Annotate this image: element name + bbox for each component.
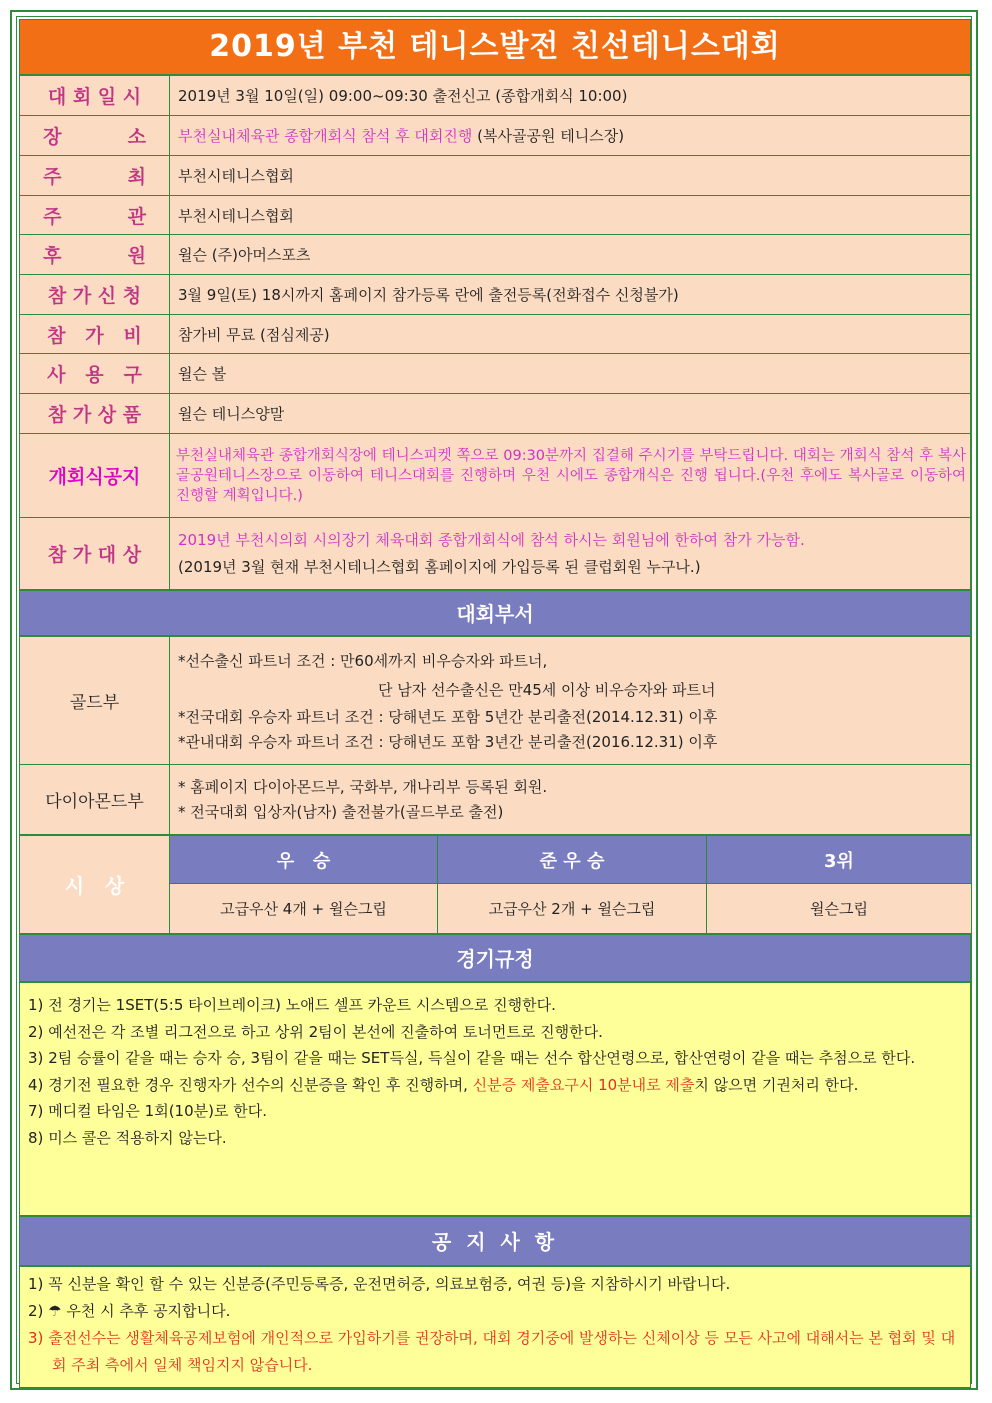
- division-label: 골드부: [20, 637, 170, 765]
- rule-line: *관내대회 우승자 파트너 조건 : 당해년도 포함 3년간 분리출전(2016.12.31) 이후: [178, 732, 718, 751]
- award-value: 고급우산 4개 + 윌슨그립: [170, 884, 438, 934]
- rules-header: 경기규정: [19, 934, 971, 982]
- notice-item: [26, 1298, 964, 1325]
- rule-item: [26, 1045, 964, 1072]
- rule-item: [26, 1019, 964, 1046]
- info-label: 사 용 구: [20, 354, 170, 394]
- opening-notice-text: 부천실내체육관 종합개회식장에 테니스피켓 쪽으로 09:30분까지 집결해 주시기를 부탁드립니다. 대회는 개회식 참석 후 복사골공원테니스장으로 이동하여 테니스대회를 진행하며 우천 시에도 종합개식은 진행 됩니다.(우천 후에도 복사골로 이동하여 진행할 계획입니다.): [170, 434, 971, 518]
- info-label: 후 원: [20, 235, 170, 275]
- venue-note: (복사골공원 테니스장): [472, 127, 625, 145]
- info-value: 참가비 무료 (점심제공): [170, 315, 971, 354]
- awards-header-row: [20, 836, 972, 884]
- division-row-gold: [20, 637, 971, 765]
- info-label: 장 소: [20, 116, 170, 156]
- notice-text: 우천 시 추후 공지합니다.: [66, 1302, 231, 1320]
- notice-item: [26, 1271, 964, 1298]
- info-label: 주 최: [20, 156, 170, 196]
- rule-line: *선수출신 파트너 조건 : 만60세까지 비우승자와 파트너,: [178, 651, 548, 670]
- notice-number: 3): [28, 1329, 44, 1347]
- rule-item: [26, 1072, 964, 1099]
- rule-number: 8): [28, 1128, 44, 1147]
- info-value: [170, 518, 971, 590]
- info-value: [170, 116, 971, 156]
- award-value: 윌슨그립: [707, 884, 972, 934]
- eligibility-line-2: (2019년 3월 현재 부천시테니스협회 홈페이지에 가입등록 된 클럽회원 누구나.): [178, 557, 701, 576]
- award-header: 우 승: [170, 836, 438, 884]
- info-value: 부천시테니스협회: [170, 156, 971, 196]
- info-row-sponsor: [20, 235, 971, 275]
- rule-text: 전 경기는 1SET(5:5 타이브레이크) 노애드 셀프 카운트 시스템으로 진행한다.: [48, 996, 556, 1014]
- info-label: 참 가 신 청: [20, 275, 170, 315]
- info-value: 2019년 3월 10일(일) 09:00~09:30 출전신고 (종합개회식 10:00): [170, 76, 971, 116]
- rule-number: 1): [28, 996, 44, 1014]
- info-value: 윌슨 (주)아머스포츠: [170, 235, 971, 275]
- rule-line: *전국대회 우승자 파트너 조건 : 당해년도 포함 5년간 분리출전(2014.12.31) 이후: [178, 707, 718, 726]
- rule-item: [26, 992, 964, 1019]
- venue-highlight: 부천실내체육관 종합개회식 참석 후 대회진행: [178, 127, 473, 145]
- info-row-gift: [20, 394, 971, 434]
- rule-line: 단 남자 선수출신은 만45세 이상 비우승자와 파트너: [378, 680, 716, 699]
- info-label: 주 관: [20, 196, 170, 235]
- notices-list: [19, 1266, 971, 1388]
- info-row-fee: [20, 315, 971, 354]
- eligibility-line-1: 2019년 부천시의회 시의장기 체육대회 종합개회식에 참석 하시는 회원님에 한하여 참가 가능함.: [178, 530, 805, 549]
- notice-text: 출전선수는 생활체육공제보험에 개인적으로 가입하기를 권장하며, 대회 경기중에 발생하는 신체이상 등 모든 사고에 대해서는 본 협회 및 대회 주최 측에서 일체 책임지지 않습니다.: [48, 1329, 956, 1374]
- rule-text-highlight: 신분증 제출요구시 10분내로 제출: [472, 1075, 695, 1094]
- info-table: [19, 75, 971, 590]
- info-value: 3월 9일(토) 18시까지 홈페이지 참가등록 란에 출전등록(전화접수 신청불가): [170, 275, 971, 315]
- rule-item: [26, 1125, 964, 1152]
- info-label: 개회식공지: [20, 434, 170, 518]
- rule-text: 2팀 승률이 같을 때는 승자 승, 3팀이 같을 때는 SET득실, 득실이 같을 때는 선수 합산연령으로, 합산연령이 같을 때는 추첨으로 한다.: [48, 1049, 916, 1067]
- rules-list: [19, 982, 971, 1216]
- division-rules: [170, 765, 971, 835]
- tournament-flyer: [19, 19, 971, 1388]
- info-row-date: [20, 76, 971, 116]
- notice-number: 2): [28, 1302, 44, 1320]
- awards-label: 시 상: [20, 836, 170, 934]
- umbrella-icon: ☂: [48, 1302, 62, 1320]
- info-row-venue: [20, 116, 971, 156]
- rule-text: 메디컬 타임은 1회(10분)로 한다.: [48, 1102, 267, 1120]
- notices-header: 공 지 사 항: [19, 1216, 971, 1266]
- award-header: 준 우 승: [438, 836, 707, 884]
- rule-text: 미스 콜은 적용하지 않는다.: [48, 1128, 227, 1147]
- rule-text: 경기전 필요한 경우 진행자가 선수의 신분증을 확인 후 진행하며,: [48, 1075, 473, 1094]
- notice-number: 1): [28, 1275, 44, 1293]
- rule-number: 4): [28, 1075, 44, 1094]
- rule-text: 치 않으면 기권처리 한다.: [694, 1075, 859, 1094]
- rule-line: * 홈페이지 다이아몬드부, 국화부, 개나리부 등록된 회원.: [178, 777, 548, 796]
- rule-item: [26, 1098, 964, 1125]
- info-label: 참 가 비: [20, 315, 170, 354]
- notice-text: 꼭 신분을 확인 할 수 있는 신분증(주민등록증, 운전면허증, 의료보험증, 여권 등)을 지참하시기 바랍니다.: [48, 1275, 731, 1293]
- info-row-application: [20, 275, 971, 315]
- rule-text: 예선전은 각 조별 리그전으로 하고 상위 2팀이 본선에 진출하여 토너먼트로 진행한다.: [48, 1022, 603, 1041]
- info-row-ball: [20, 354, 971, 394]
- info-row-organizer: [20, 196, 971, 235]
- info-label: 참 가 대 상: [20, 518, 170, 590]
- divisions-table: [19, 636, 971, 835]
- info-value: 부천시테니스협회: [170, 196, 971, 235]
- rule-number: 7): [28, 1102, 44, 1120]
- info-value: 윌슨 테니스양말: [170, 394, 971, 434]
- notice-item: [26, 1325, 964, 1379]
- info-row-opening-notice: [20, 434, 971, 518]
- division-row-diamond: [20, 765, 971, 835]
- info-label: 참 가 상 품: [20, 394, 170, 434]
- division-label: 다이아몬드부: [20, 765, 170, 835]
- flyer-title: 2019년 부천 테니스발전 친선테니스대회: [19, 19, 971, 75]
- awards-table: [19, 835, 972, 934]
- rule-number: 2): [28, 1022, 44, 1041]
- info-row-eligibility: [20, 518, 971, 590]
- info-value: 윌슨 볼: [170, 354, 971, 394]
- info-row-host: [20, 156, 971, 196]
- award-header: 3위: [707, 836, 972, 884]
- rule-line: * 전국대회 입상자(남자) 출전불가(골드부로 출전): [178, 802, 504, 821]
- info-label: 대 회 일 시: [20, 76, 170, 116]
- division-rules: [170, 637, 971, 765]
- divisions-header: 대회부서: [19, 590, 971, 636]
- rule-number: 3): [28, 1049, 44, 1067]
- award-value: 고급우산 2개 + 윌슨그립: [438, 884, 707, 934]
